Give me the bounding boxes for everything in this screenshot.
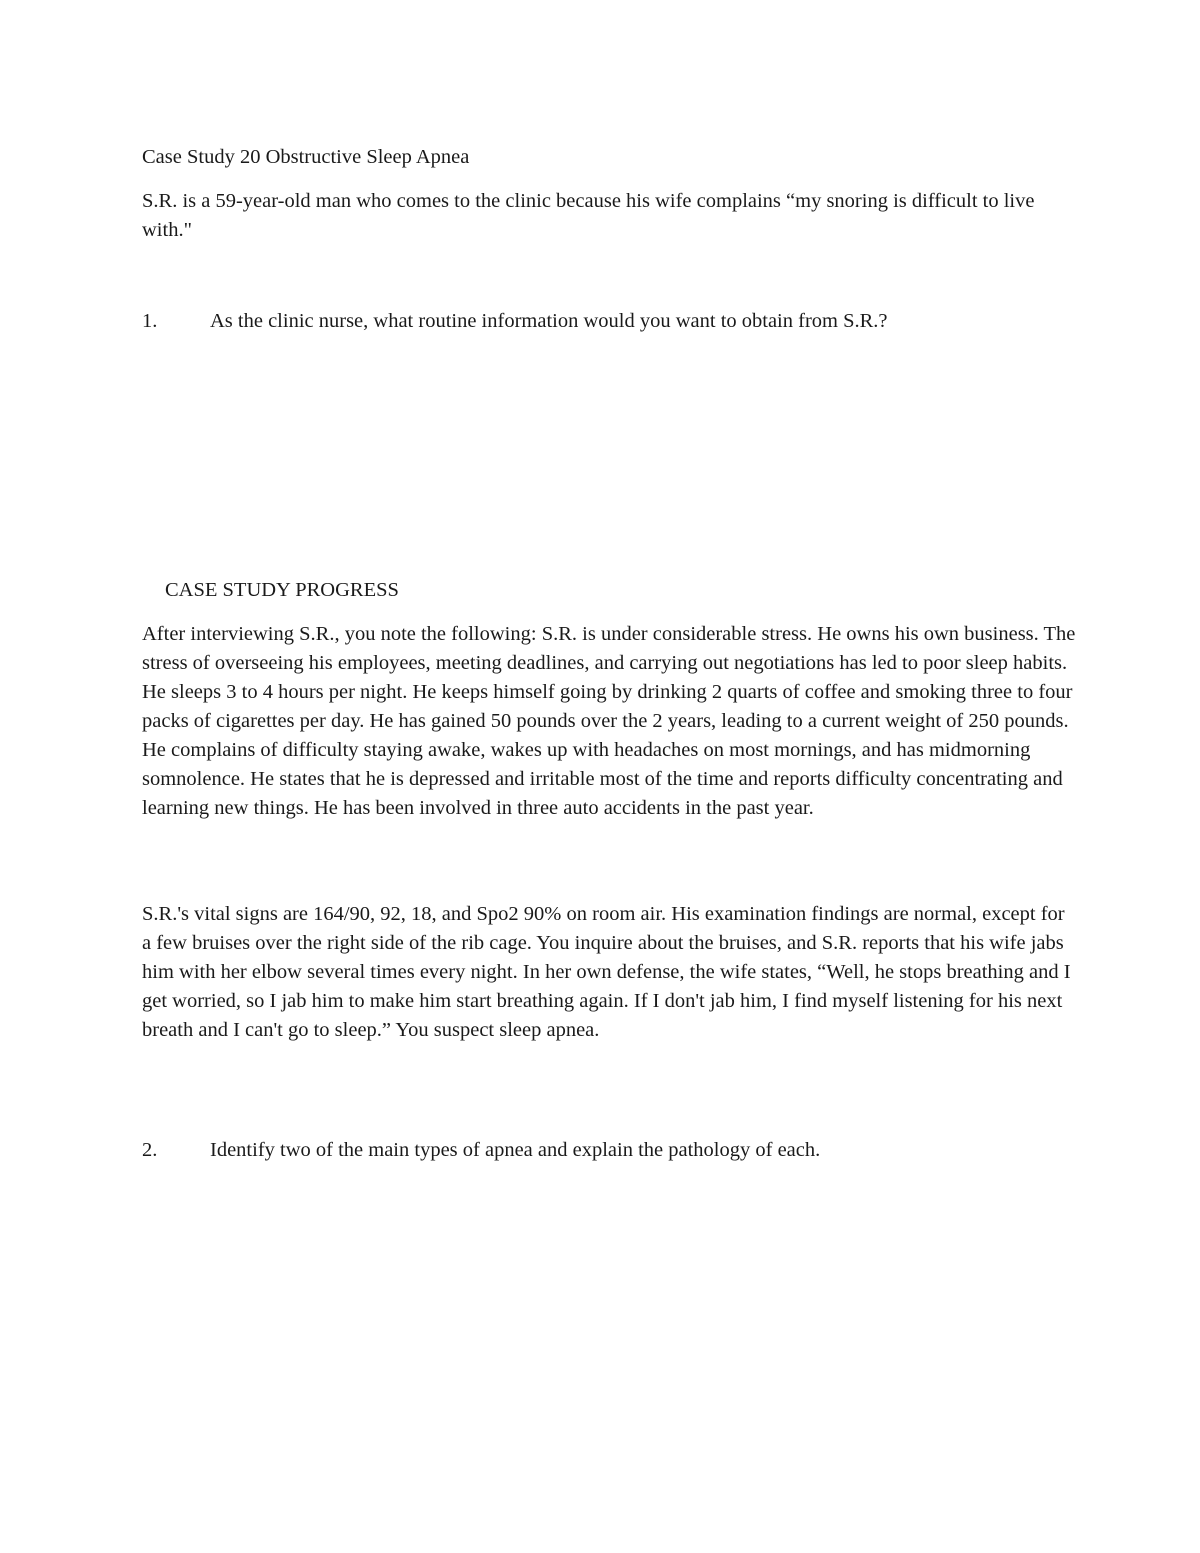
question-2-number: 2. [142,1139,158,1161]
progress-paragraph-2: S.R.'s vital signs are 164/90, 92, 18, and Spo2 90% on room air. His examination findings are normal, except for a few bruises over the right side of the rib cage. You inquire about the bruises, and S.R. reports that his wife jabs him with her elbow several times every night. In her own defense, the wife states, “Well, he stops breathing and I get worried, so I jab him to make him start breathing again. If I don't jab him, I find myself listening for his next breath and I can't go to sleep.” You suspect sleep apnea. [142,903,1071,1041]
question-2-text: Identify two of the main types of apnea and explain the pathology of each. [210,1139,821,1161]
question-1-text: As the clinic nurse, what routine information would you want to obtain from S.R.? [210,310,888,332]
progress-paragraph-1: After interviewing S.R., you note the following: S.R. is under considerable stress. He owns his own business. The stress of overseeing his employees, meeting deadlines, and carrying out negotiations has led to poor sleep habits. He sleeps 3 to 4 hours per night. He keeps himself going by drinking 2 quarts of coffee and smoking three to four packs of cigarettes per day. He has gained 50 pounds over the 2 years, leading to a current weight of 250 pounds. He complains of difficulty staying awake, wakes up with headaches on most mornings, and has midmorning somnolence. He states that he is depressed and irritable most of the time and reports difficulty concentrating and learning new things. He has been involved in three auto accidents in the past year. [142,623,1076,819]
question-2 [142,1136,1077,1165]
intro-paragraph: S.R. is a 59-year-old man who comes to the clinic because his wife complains “my snoring is difficult to live with." [142,190,1035,241]
question-1 [142,307,1077,336]
document-title: Case Study 20 Obstructive Sleep Apnea [142,146,470,168]
case-study-progress-heading: CASE STUDY PROGRESS [165,579,399,601]
question-1-number: 1. [142,310,158,332]
